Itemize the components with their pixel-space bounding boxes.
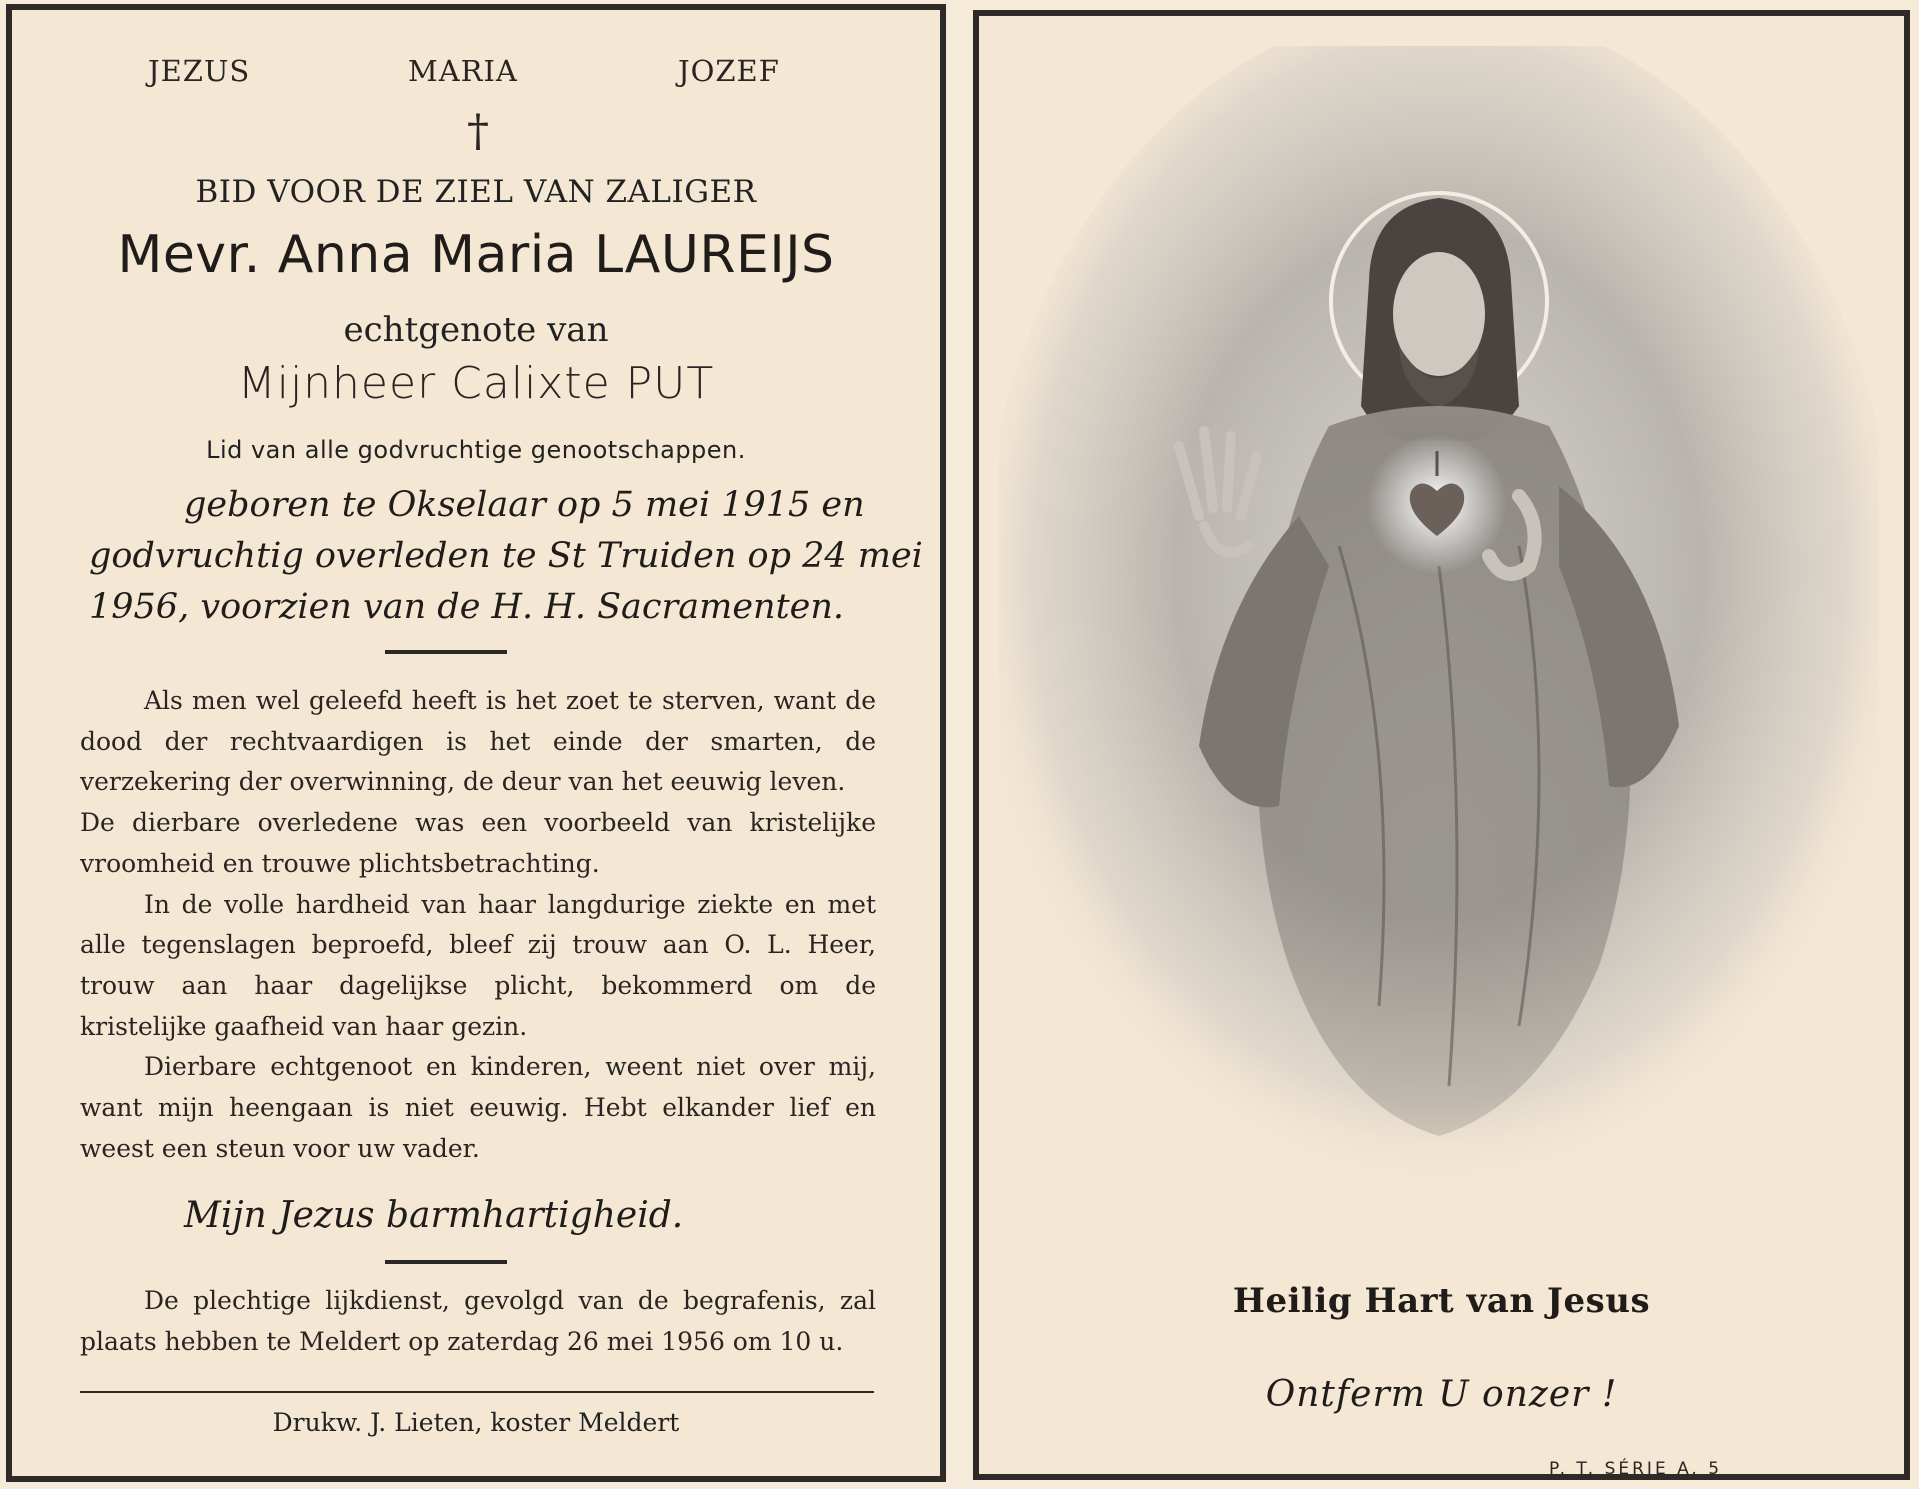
- spouse-intro: echtgenote van: [343, 310, 609, 350]
- header-word-maria: MARIA: [408, 54, 518, 88]
- spouse-name: Mijnheer Calixte PUT: [237, 358, 715, 409]
- sacred-heart-illustration: [999, 46, 1879, 1246]
- birth-death-line-2: godvruchtig overleden te St Truiden op 24 mei: [89, 536, 923, 576]
- paragraph-3: In de volle hardheid van haar langdurige ziekte en met alle tegenslagen beproefd, bleef zij trouw aan O. L. Heer, trouw aan haar dagelijkse plicht, bekommerd om de kristelijke gaafheid van haar gezin.: [80, 889, 876, 1041]
- face-shape: [1393, 252, 1485, 376]
- paragraph-4: Dierbare echtgenoot en kinderen, weent niet over mij, want mijn heengaan is niet eeuwig. Hebt elkander lief en weest een steun voor uw vader.: [80, 1052, 876, 1163]
- header-word-jezus: JEZUS: [148, 54, 251, 88]
- divider: [385, 650, 507, 654]
- printer-credit: Drukw. J. Lieten, koster Meldert: [272, 1408, 680, 1437]
- paragraph-2: De dierbare overledene was een voorbeeld van kristelijke vroomheid en trouwe plichtsbetrachting.: [80, 808, 876, 878]
- image-prayer: Ontferm U onzer !: [1265, 1374, 1618, 1415]
- birth-death-line-3: 1956, voorzien van de H. H. Sacramenten.: [89, 587, 845, 627]
- deceased-name: Mevr. Anna Maria LAUREIJS: [117, 225, 835, 285]
- header-word-jozef: JOZEF: [678, 54, 780, 88]
- memorial-card-image: [973, 10, 1910, 1480]
- series-number: P. T. SÉRIE A. 5: [1549, 1459, 1723, 1479]
- memorial-text: [80, 681, 876, 1169]
- funeral-notice: [80, 1281, 876, 1362]
- birth-death-line-1: geboren te Okselaar op 5 mei 1915 en: [184, 485, 865, 525]
- divider: [80, 1391, 874, 1393]
- paragraph-1: Als men wel geleefd heeft is het zoet te sterven, want de dood der rechtvaardigen is het einde der smarten, de verzekering der overwinning, de deur van het eeuwig leven.: [80, 686, 876, 797]
- image-title: Heilig Hart van Jesus: [1232, 1281, 1651, 1321]
- prayer-request: BID VOOR DE ZIEL VAN ZALIGER: [195, 174, 757, 210]
- membership-line: Lid van alle godvruchtige genootschappen.: [206, 436, 746, 464]
- divider: [385, 1260, 507, 1264]
- funeral-notice-text: De plechtige lijkdienst, gevolgd van de begrafenis, zal plaats hebben te Meldert op zaterdag 26 mei 1956 om 10 u.: [80, 1286, 876, 1356]
- closing-prayer: Mijn Jezus barmhartigheid.: [184, 1195, 684, 1236]
- cross-icon: †: [467, 106, 489, 157]
- memorial-card-text: [6, 4, 946, 1482]
